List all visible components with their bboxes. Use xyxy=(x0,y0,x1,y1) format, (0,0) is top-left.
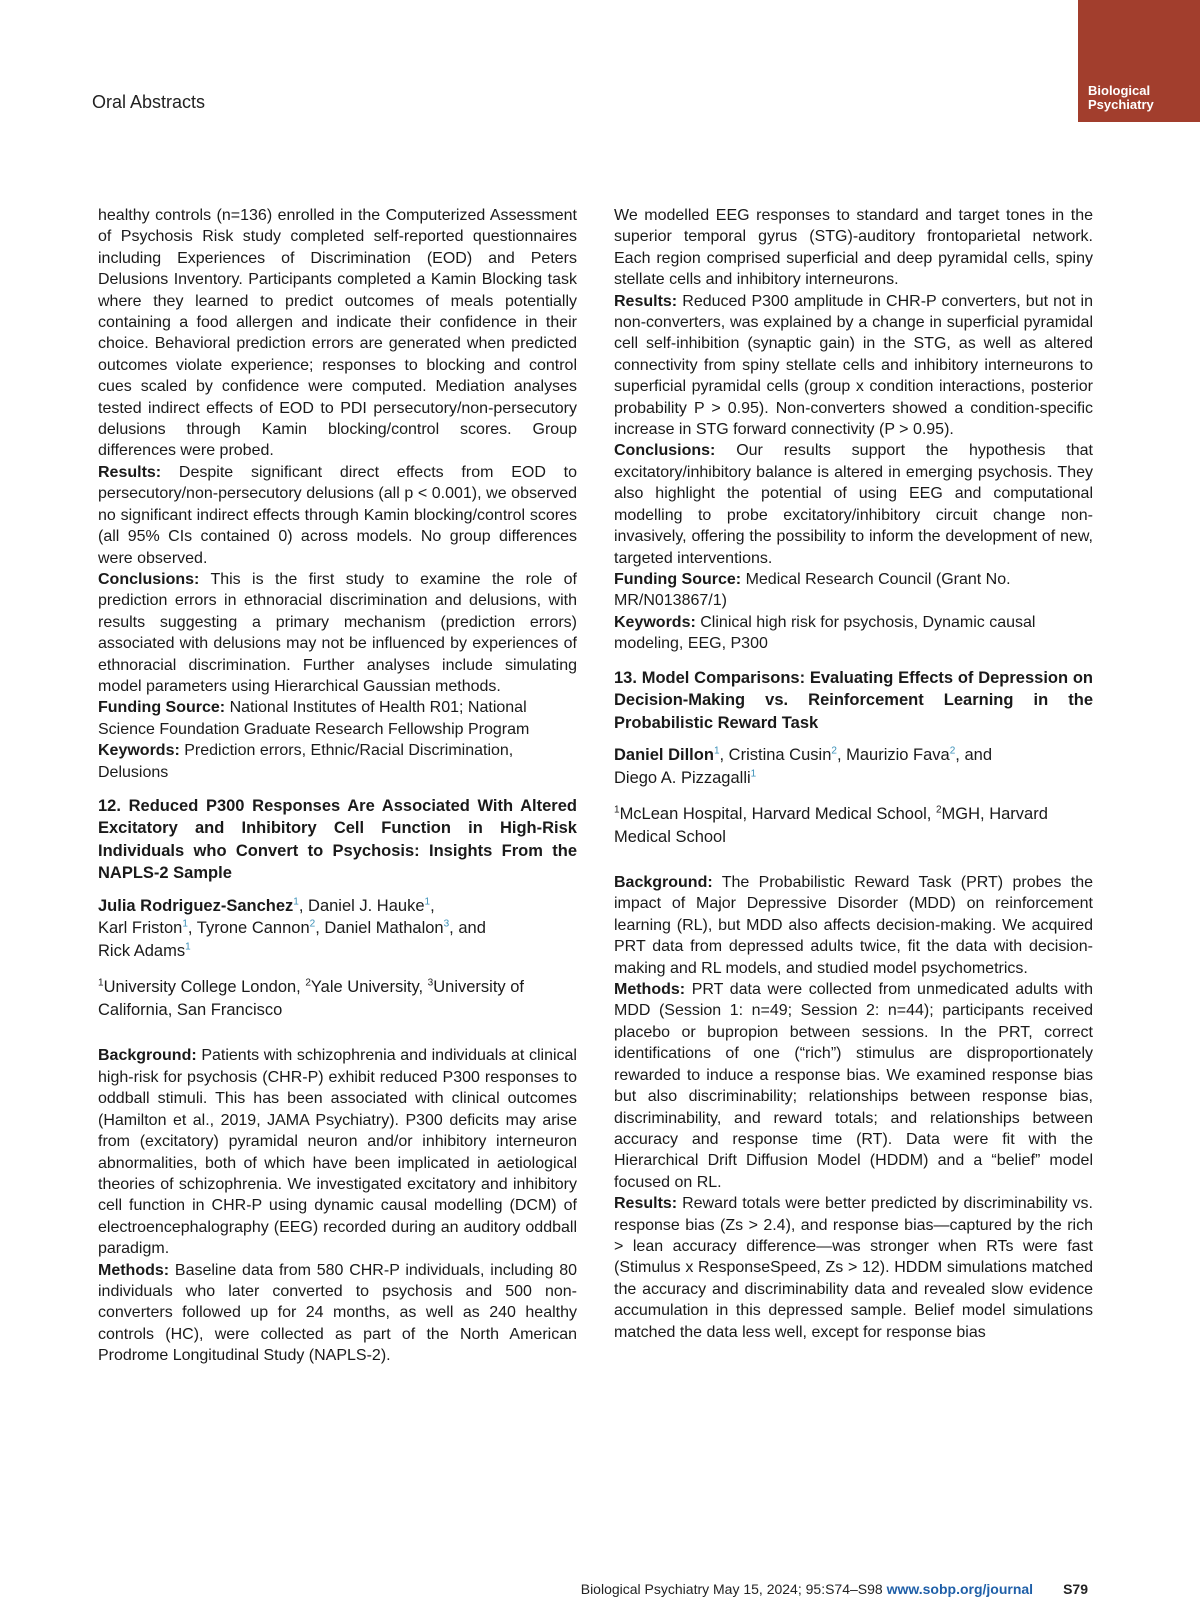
left-column xyxy=(98,205,577,1367)
conclusions-heading: Conclusions: xyxy=(614,442,716,460)
right-column xyxy=(614,205,1093,1343)
funding-paragraph: Funding Source: National Institutes of Health R01; National Science Foundation Graduate Research Fellowship Program xyxy=(98,699,530,738)
intro-paragraph: We modelled EEG responses to standard and target tones in the superior temporal gyrus (STG)-auditory frontoparietal network. Each region comprised superficial and deep pyramidal cells, spiny stellate cells and inhibitory interneurons. xyxy=(614,207,1093,289)
abstract-13-authors: Daniel Dillon$^1$, Cristina Cusin$^2$, Maurizio Fava$^2$, and Diego A. Pizzagalli$^1$ xyxy=(614,745,992,787)
author-name[interactable]: Daniel Dillon xyxy=(614,746,714,765)
author-name[interactable]: Julia Rodriguez-Sanchez xyxy=(98,896,294,915)
results-paragraph: Results: Reduced P300 amplitude in CHR-P converters, but not in non-converters, was explained by a change in superficial pyramidal cell self-inhibition (synaptic gain) in the STG, as well as altered connectivity from spiny stellate cells and inhibitory interneurons to superficial pyramidal cells (group x condition interactions, posterior probability P > 0.95). Non-converters showed a condition-specific increase in STG forward connectivity (P > 0.95). xyxy=(614,292,1093,439)
background-paragraph: Background: Patients with schizophrenia and individuals at clinical high-risk for psychosis (CHR-P) exhibit reduced P300 responses to oddball stimuli. This has been associated with clinical outcomes (Hamilton et al., 2019, JAMA Psychiatry). P300 deficits may arise from (excitatory) pyramidal neuron and/or inhibitory interneuron abnormalities, both of which have been implicated in aetiological theories of schizophrenia. We investigated excitatory and inhibitory cell function in CHR-P using dynamic causal modelling (DCM) of electroencephalography (EEG) recorded during an auditory oddball paradigm. xyxy=(98,1047,577,1258)
funding-heading: Funding Source: xyxy=(614,570,742,588)
abstract-12-authors: Julia Rodriguez-Sanchez$^1$, Daniel J. Hauke$^1$, Karl Friston$^1$, Tyrone Cannon$^2$, Daniel Mathalon$^3$, and Rick Adams$^1$ xyxy=(98,896,486,960)
keywords-paragraph: Keywords: Prediction errors, Ethnic/Racial Discrimination, Delusions xyxy=(98,742,514,781)
background-heading: Background: xyxy=(614,874,713,892)
footer-citation: Biological Psychiatry May 15, 2024; 95:S74–S98 xyxy=(580,1581,887,1597)
methods-paragraph: Methods: Baseline data from 580 CHR-P individuals, including 80 individuals who later converted to psychosis and 500 non-converters followed up for 24 months, as well as 240 healthy controls (HC), were collected as part of the North American Prodrome Longitudinal Study (NAPLS-2). xyxy=(98,1261,577,1365)
background-paragraph: Background: The Probabilistic Reward Task (PRT) probes the impact of Major Depressive Disorder (MDD) on reinforcement learning (RL), but MDD also affects decision-making. We acquired PRT data from depressed adults twice, fit the data with decision-making and RL models, and studied model psychometrics. xyxy=(614,874,1094,977)
page-footer xyxy=(581,1581,1088,1597)
background-heading: Background: xyxy=(98,1047,197,1065)
funding-paragraph: Funding Source: Medical Research Council (Grant No. MR/N013867/1) xyxy=(614,570,1011,610)
results-heading: Results: xyxy=(614,1195,678,1213)
methods-heading: Methods: xyxy=(98,1261,170,1279)
methods-paragraph: Methods: PRT data were collected from unmedicated adults with MDD (Session 1: n=49; Session 2: n=44); participants received placebo or bupropion between sessions. In the PRT, correct identifications of one (“rich”) stimulus are disproportionately rewarded to induce a response bias. We examined response bias but also discriminability; relationships between response bias, discriminability, and reward totals; and relationships between accuracy and response time (RT). Data were fit with the Hierarchical Drift Diffusion Model (HDDM) and a “belief” model focused on RL. xyxy=(614,981,1093,1191)
page-number: S79 xyxy=(1063,1581,1088,1597)
keywords-paragraph: Keywords: Clinical high risk for psychosis, Dynamic causal modeling, EEG, P300 xyxy=(614,613,1036,653)
funding-heading: Funding Source: xyxy=(98,699,226,717)
results-heading: Results: xyxy=(614,292,678,310)
abstract-13-affiliations: $^1$McLean Hospital, Harvard Medical School, $^2$MGH, Harvard Medical School xyxy=(614,804,1048,846)
abstract-13-title: 13. Model Comparisons: Evaluating Effects of Depression on Decision-Making vs. Reinforcement Learning in the Probabilistic Reward Task xyxy=(614,668,1093,732)
journal-badge xyxy=(1078,0,1200,122)
methods-heading: Methods: xyxy=(614,981,686,999)
keywords-heading: Keywords: xyxy=(614,613,696,631)
intro-paragraph: healthy controls (n=136) enrolled in the Computerized Assessment of Psychosis Risk study completed self-reported questionnaires including Experiences of Discrimination (EOD) and Peters Delusions Inventory. Participants completed a Kamin Blocking task where they learned to predict outcomes of meals potentially containing a food allergen and indicate their confidence in their choice. Behavioral prediction errors are generated when predicted outcomes violate experience; responses to blocking and control cues scaled by confidence were computed. Mediation analyses tested indirect effects of EOD to PDI persecutory/non-persecutory delusions through Kamin blocking/control scores. Group differences were probed. xyxy=(98,207,577,460)
results-paragraph: Results: Despite significant direct effects from EOD to persecutory/non-persecutory delusions (all p < 0.001), we observed no significant indirect effects through Kamin blocking/control scores (all 95% CIs contained 0) across models. No group differences were observed. xyxy=(98,463,577,567)
journal-url-link[interactable]: www.sobp.org/journal xyxy=(886,1581,1034,1597)
conclusions-heading: Conclusions: xyxy=(98,570,200,588)
section-label: Oral Abstracts xyxy=(92,92,206,112)
abstract-12-title: 12. Reduced P300 Responses Are Associated With Altered Excitatory and Inhibitory Cell Function in High-Risk Individuals who Convert to Psychosis: Insights From the NAPLS-2 Sample xyxy=(98,796,577,883)
keywords-heading: Keywords: xyxy=(98,742,180,760)
conclusions-paragraph: Conclusions: Our results support the hypothesis that excitatory/inhibitory balance is altered in emerging psychosis. They also highlight the potential of using EEG and computational modelling to probe excitatory/inhibitory circuit change non-invasively, offering the possibility to inform the development of new, targeted interventions. xyxy=(614,442,1093,567)
journal-badge-text: Biological Psychiatry xyxy=(1088,83,1154,112)
abstract-12-affiliations: $^1$University College London, $^2$Yale University, $^3$University of California, San Francisco xyxy=(98,977,525,1019)
conclusions-paragraph: Conclusions: This is the first study to examine the role of prediction errors in ethnoracial discrimination and delusions, with results suggesting a primary mechanism (prediction errors) associated with delusions may not be influenced by experiences of ethnoracial discrimination. Further analyses include simulating model parameters using Hierarchical Gaussian methods. xyxy=(98,570,577,695)
results-heading: Results: xyxy=(98,463,162,481)
results-paragraph: Results: Reward totals were better predicted by discriminability vs. response bias (Zs > 2.4), and response bias—captured by the rich > lean accuracy difference—was stronger when RTs were fast (Stimulus x ResponseSpeed, Zs > 12). HDDM simulations matched the accuracy and discriminability data and revealed slow evidence accumulation in this depressed sample. Belief model simulations matched the data less well, except for response bias xyxy=(614,1195,1093,1341)
